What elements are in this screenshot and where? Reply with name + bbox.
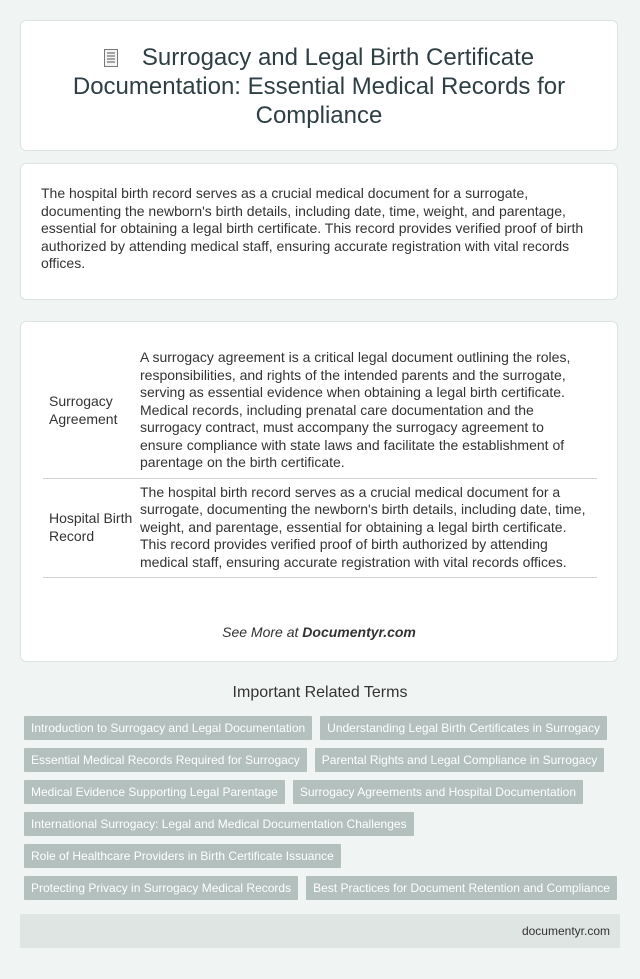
footer bbox=[20, 914, 620, 948]
related-tag[interactable]: Protecting Privacy in Surrogacy Medical Records bbox=[24, 876, 298, 900]
related-tag[interactable]: Parental Rights and Legal Compliance in Surrogacy bbox=[315, 748, 605, 772]
description-cell: The hospital birth record serves as a crucial medical document for a surrogate, documenting the newborn's birth details, including date, time, weight, and parentage, essential for obtaining a legal birth certificate. This record provides verified proof of birth authorized by attending medical staff, ensuring accurate registration with vital records offices. bbox=[140, 483, 586, 570]
related-tag[interactable]: Understanding Legal Birth Certificates in Surrogacy bbox=[320, 716, 607, 740]
summary-card bbox=[20, 163, 618, 300]
tag-row bbox=[24, 716, 624, 740]
related-tag[interactable]: Role of Healthcare Providers in Birth Certificate Issuance bbox=[24, 844, 341, 868]
footer-site[interactable]: documentyr.com bbox=[521, 924, 610, 938]
terms-table bbox=[43, 344, 597, 578]
header-card bbox=[20, 20, 618, 151]
tag-row bbox=[24, 844, 624, 868]
term-cell: Hospital Birth Record bbox=[49, 510, 133, 544]
term-cell: Surrogacy Agreement bbox=[49, 393, 118, 427]
see-more-link[interactable] bbox=[21, 624, 617, 640]
related-tag[interactable]: Medical Evidence Supporting Legal Parentage bbox=[24, 780, 285, 804]
see-more-prefix: See More at bbox=[222, 624, 303, 640]
see-more-site: Documentyr.com bbox=[302, 624, 416, 640]
summary-text: The hospital birth record serves as a crucial medical document for a surrogate, documenting the newborn's birth details, including date, time, weight, and parentage, essential for obtaining a legal birth certificate. This record provides verified proof of birth authorized by attending medical staff, ensuring accurate registration with vital records offices. bbox=[41, 185, 584, 271]
document-icon bbox=[104, 49, 118, 67]
page-title-text: Surrogacy and Legal Birth Certificate Documentation: Essential Medical Records for Compliance bbox=[72, 44, 566, 129]
tag-row bbox=[24, 780, 624, 804]
related-tag[interactable]: Essential Medical Records Required for Surrogacy bbox=[24, 748, 307, 772]
table-row bbox=[43, 479, 597, 579]
description-cell: A surrogacy agreement is a critical legal document outlining the roles, responsibilities, and rights of the intended parents and the surrogate, serving as essential evidence when obtaining a legal birth certificate. Medical records, including prenatal care documentation and the surrogacy contract, must accompany the surrogacy agreement to ensure compliance with state laws and facilitate the establishment of parentage on the birth certificate. bbox=[140, 349, 571, 470]
related-tag[interactable]: Introduction to Surrogacy and Legal Documentation bbox=[24, 716, 312, 740]
table-row bbox=[43, 344, 597, 479]
tag-row bbox=[24, 876, 624, 900]
related-tag[interactable]: Best Practices for Document Retention and Compliance bbox=[306, 876, 617, 900]
related-tag[interactable]: Surrogacy Agreements and Hospital Documentation bbox=[293, 780, 583, 804]
page-title bbox=[21, 43, 617, 130]
detail-card bbox=[20, 321, 618, 662]
related-tags bbox=[24, 716, 624, 908]
related-terms-heading: Important Related Terms bbox=[232, 684, 408, 701]
tag-row bbox=[24, 812, 624, 836]
related-tag[interactable]: International Surrogacy: Legal and Medical Documentation Challenges bbox=[24, 812, 414, 836]
tag-row bbox=[24, 748, 624, 772]
